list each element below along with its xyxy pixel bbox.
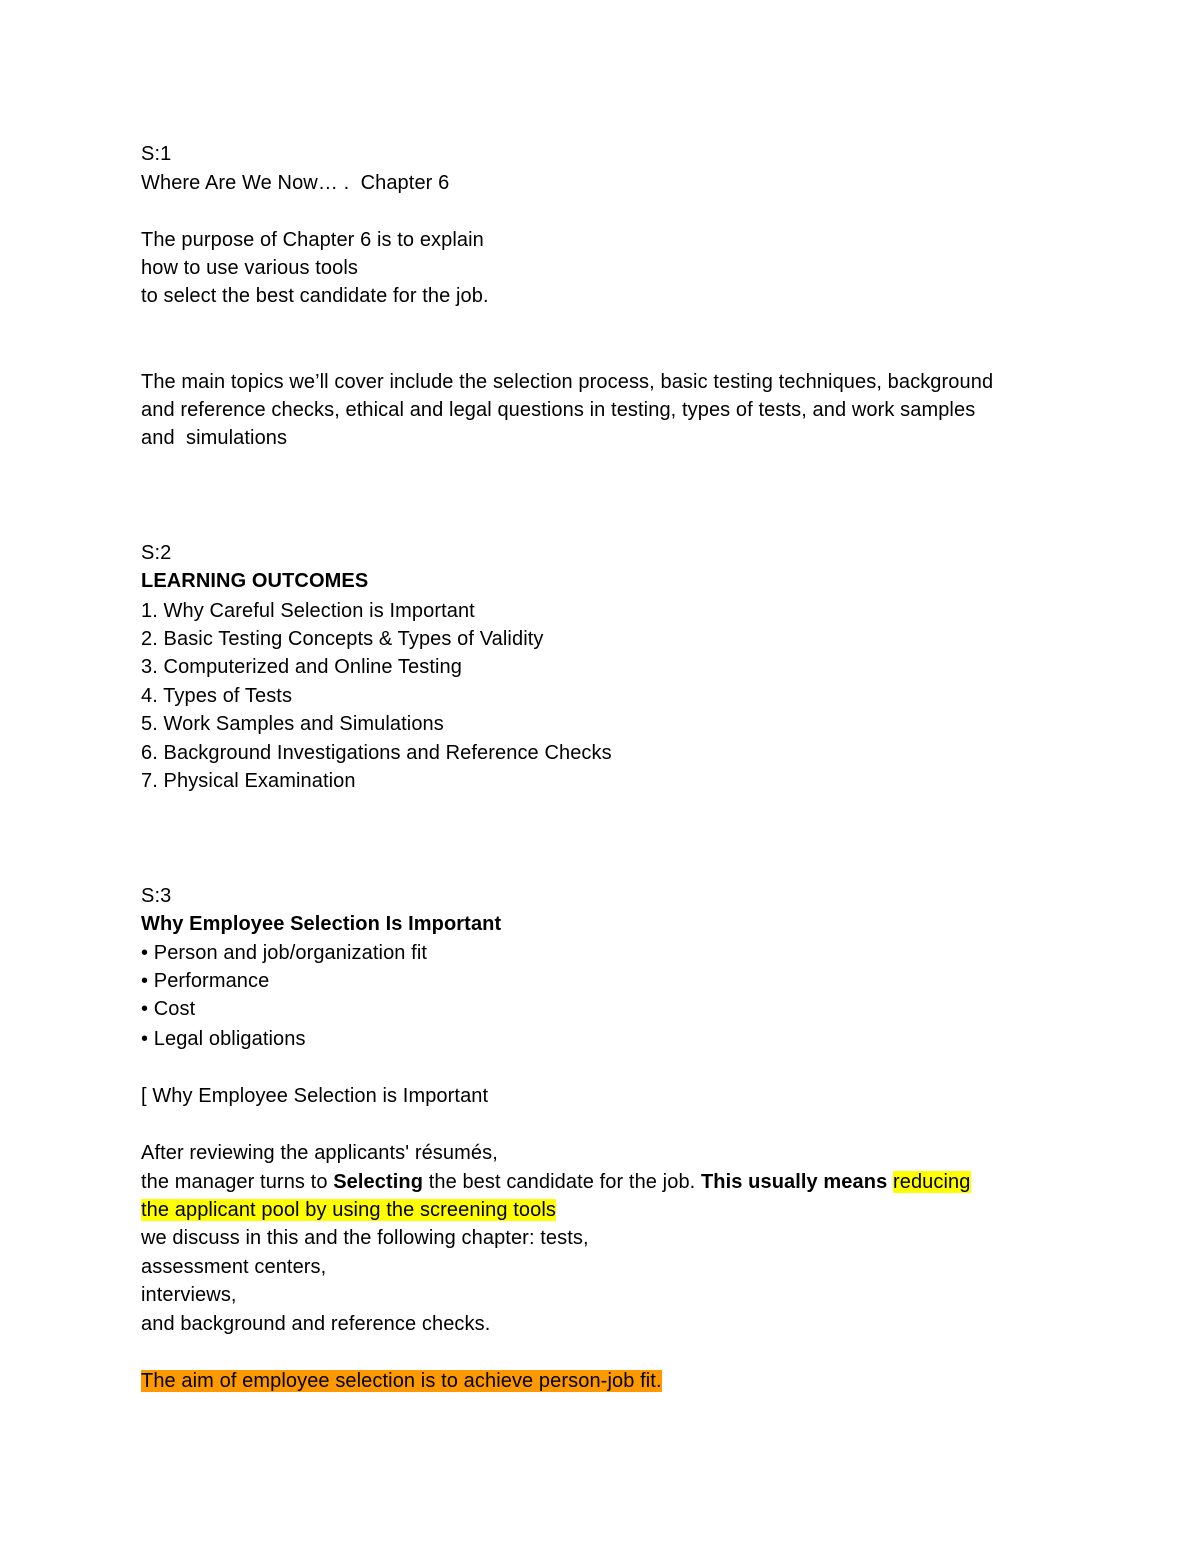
section-2-label: S:2 [141,542,172,564]
purpose-line-1: The purpose of Chapter 6 is to explain [141,229,484,251]
purpose-line-3: to select the best candidate for the job. [141,285,489,307]
outcome-item: 3. Computerized and Online Testing [141,656,462,678]
paragraph-text: the best candidate for the job. [423,1171,701,1193]
paragraph-line-6: interviews, [141,1284,237,1306]
outcome-item: 7. Physical Examination [141,770,356,792]
bullet-item: • Cost [141,998,196,1020]
topics-line-2: and reference checks, ethical and legal questions in testing, types of tests, and work samples [141,399,976,421]
outcome-item: 5. Work Samples and Simulations [141,713,444,735]
paragraph-text: the manager turns to [141,1171,334,1193]
paragraph-line-7: and background and reference checks. [141,1313,491,1335]
highlighted-text: reducing [892,1171,971,1193]
emphasis-selecting: Selecting [333,1171,424,1193]
aim-highlight: The aim of employee selection is to achieve person-job fit. [141,1370,662,1392]
highlighted-text: the applicant pool by using the screening tools [141,1199,556,1221]
aim-line [141,1367,662,1395]
outcome-item: 4. Types of Tests [141,685,293,707]
emphasis-usually-means: This usually means [700,1171,888,1193]
section-3-label: S:3 [141,885,172,907]
selection-importance-title: Why Employee Selection Is Important [141,913,502,935]
bullet-item: • Performance [141,970,270,992]
paragraph-line-3 [141,1196,556,1224]
topics-line-3: and simulations [141,427,288,449]
outcome-item: 2. Basic Testing Concepts & Types of Validity [141,628,544,650]
purpose-line-2: how to use various tools [141,257,358,279]
paragraph-line-5: assessment centers, [141,1256,327,1278]
note-heading: [ Why Employee Selection is Important [141,1085,489,1107]
topics-line-1: The main topics we’ll cover include the selection process, basic testing techniques, background [141,371,994,393]
paragraph-line-1: After reviewing the applicants' résumés, [141,1142,498,1164]
paragraph-line-2 [141,1168,971,1196]
outcome-item: 1. Why Careful Selection is Important [141,600,475,622]
section-1-label: S:1 [141,143,172,165]
outcome-item: 6. Background Investigations and Reference Checks [141,742,612,764]
learning-outcomes-title: LEARNING OUTCOMES [141,570,369,592]
bullet-item: • Legal obligations [141,1028,306,1050]
bullet-item: • Person and job/organization fit [141,942,428,964]
section-1-heading: Where Are We Now… . Chapter 6 [141,172,450,194]
paragraph-line-4: we discuss in this and the following chapter: tests, [141,1227,589,1249]
